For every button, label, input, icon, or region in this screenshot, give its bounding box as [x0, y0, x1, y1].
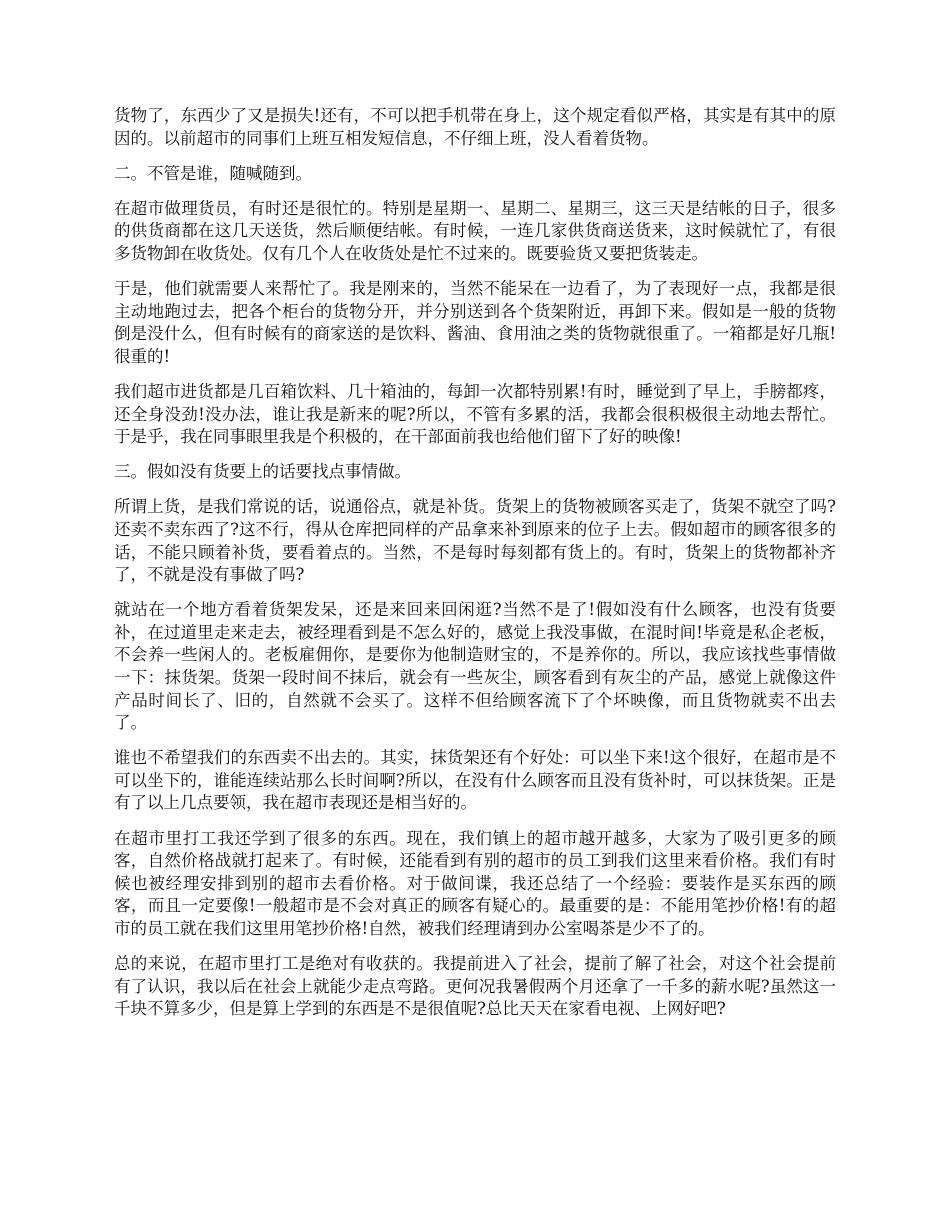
paragraph-7: 所谓上货，是我们常说的话，说通俗点，就是补货。货架上的货物被顾客买走了，货架不就空了吗?还卖不卖东西了?这不行，得从仓库把同样的产品拿来补到原来的位子上去。假如超市的顾客很多的话，不能只顾着补货，要看着点的。当然，不是每时每刻都有货上的。有时，货架上的货物都补齐了，不就是没有事做了吗?: [114, 497, 836, 585]
paragraph-3: 在超市做理货员，有时还是很忙的。特别是星期一、星期二、星期三，这三天是结帐的日子，很多的供货商都在这几天送货，然后顺便结帐。有时候，一连几家供货商送货来，这时候就忙了，有很多货物卸在收货处。仅有几个人在收货处是忙不过来的。既要验货又要把货装走。: [114, 198, 836, 263]
section-heading-2: 二。不管是谁，随喊随到。: [114, 163, 312, 183]
paragraph-8: 就站在一个地方看着货架发呆，还是来回来回闲逛?当然不是了!假如没有什么顾客，也没有货要补，在过道里走来走去，被经理看到是不怎么好的，感觉上我没事做，在混时间!毕竟是私企老板，不会养一些闲人的。老板雇佣你，是要你为他制造财宝的，不是养你的。所以，我应该找些事情做一下：抹货架。货架一段时间不抹后，就会有一些灰尘，顾客看到有灰尘的产品，感觉上就像这件产品时间长了、旧的，自然就不会买了。这样不但给顾客流下了个坏映像，而且货物就卖不出去了。: [114, 600, 836, 733]
section-heading-3: 三。假如没有货要上的话要找点事情做。: [114, 462, 411, 482]
paragraph-5: 我们超市进货都是几百箱饮料、几十箱油的，每卸一次都特别累!有时，睡觉到了早上，手膀都疼，还全身没劲!没办法，谁让我是新来的呢?所以，不管有多累的活，我都会很积极很主动地去帮忙。于是乎，我在同事眼里我是个积极的，在干部面前我也给他们留下了好的映像!: [114, 381, 836, 447]
paragraph-1: 货物了，东西少了又是损失!还有，不可以把手机带在身上，这个规定看似严格，其实是有其中的原因的。以前超市的同事们上班互相发短信息，不仔细上班，没人看着货物。: [114, 106, 836, 148]
document-page: [114, 105, 836, 1033]
paragraph-4: 于是，他们就需要人来帮忙了。我是刚来的，当然不能呆在一边看了，为了表现好一点，我都是很主动地跑过去，把各个柜台的货物分开，并分别送到各个货架附近，再卸下来。假如是一般的货物倒是没什么，但有时候有的商家送的是饮料、酱油、食用油之类的货物就很重了。一箱都是好几瓶!很重的!: [114, 279, 836, 366]
paragraph-11: 总的来说，在超市里打工是绝对有收获的。我提前进入了社会，提前了解了社会，对这个社会提前有了认识，我以后在社会上就能少走点弯路。更何况我暑假两个月还拿了一千多的薪水呢?虽然这一千块不算多少，但是算上学到的东西是不是很值呢?总比天天在家看电视、上网好吧?: [114, 954, 836, 1019]
paragraph-9: 谁也不希望我们的东西卖不出去的。其实，抹货架还有个好处：可以坐下来!这个很好，在超市是不可以坐下的，谁能连续站那么长时间啊?所以，在没有什么顾客而且没有货补时，可以抹货架。正是有了以上几点要领，我在超市表现还是相当好的。: [114, 748, 836, 813]
paragraph-10: 在超市里打工我还学到了很多的东西。现在，我们镇上的超市越开越多，大家为了吸引更多的顾客，自然价格战就打起来了。有时候，还能看到有别的超市的员工到我们这里来看价格。我们有时候也被经理安排到别的超市去看价格。对于做间谍，我还总结了一个经验：要装作是买东西的顾客，而且一定要像!一般超市是不会对真正的顾客有疑心的。最重要的是：不能用笔抄价格!有的超市的员工就在我们这里用笔抄价格!自然，被我们经理请到办公室喝茶是少不了的。: [114, 828, 836, 938]
